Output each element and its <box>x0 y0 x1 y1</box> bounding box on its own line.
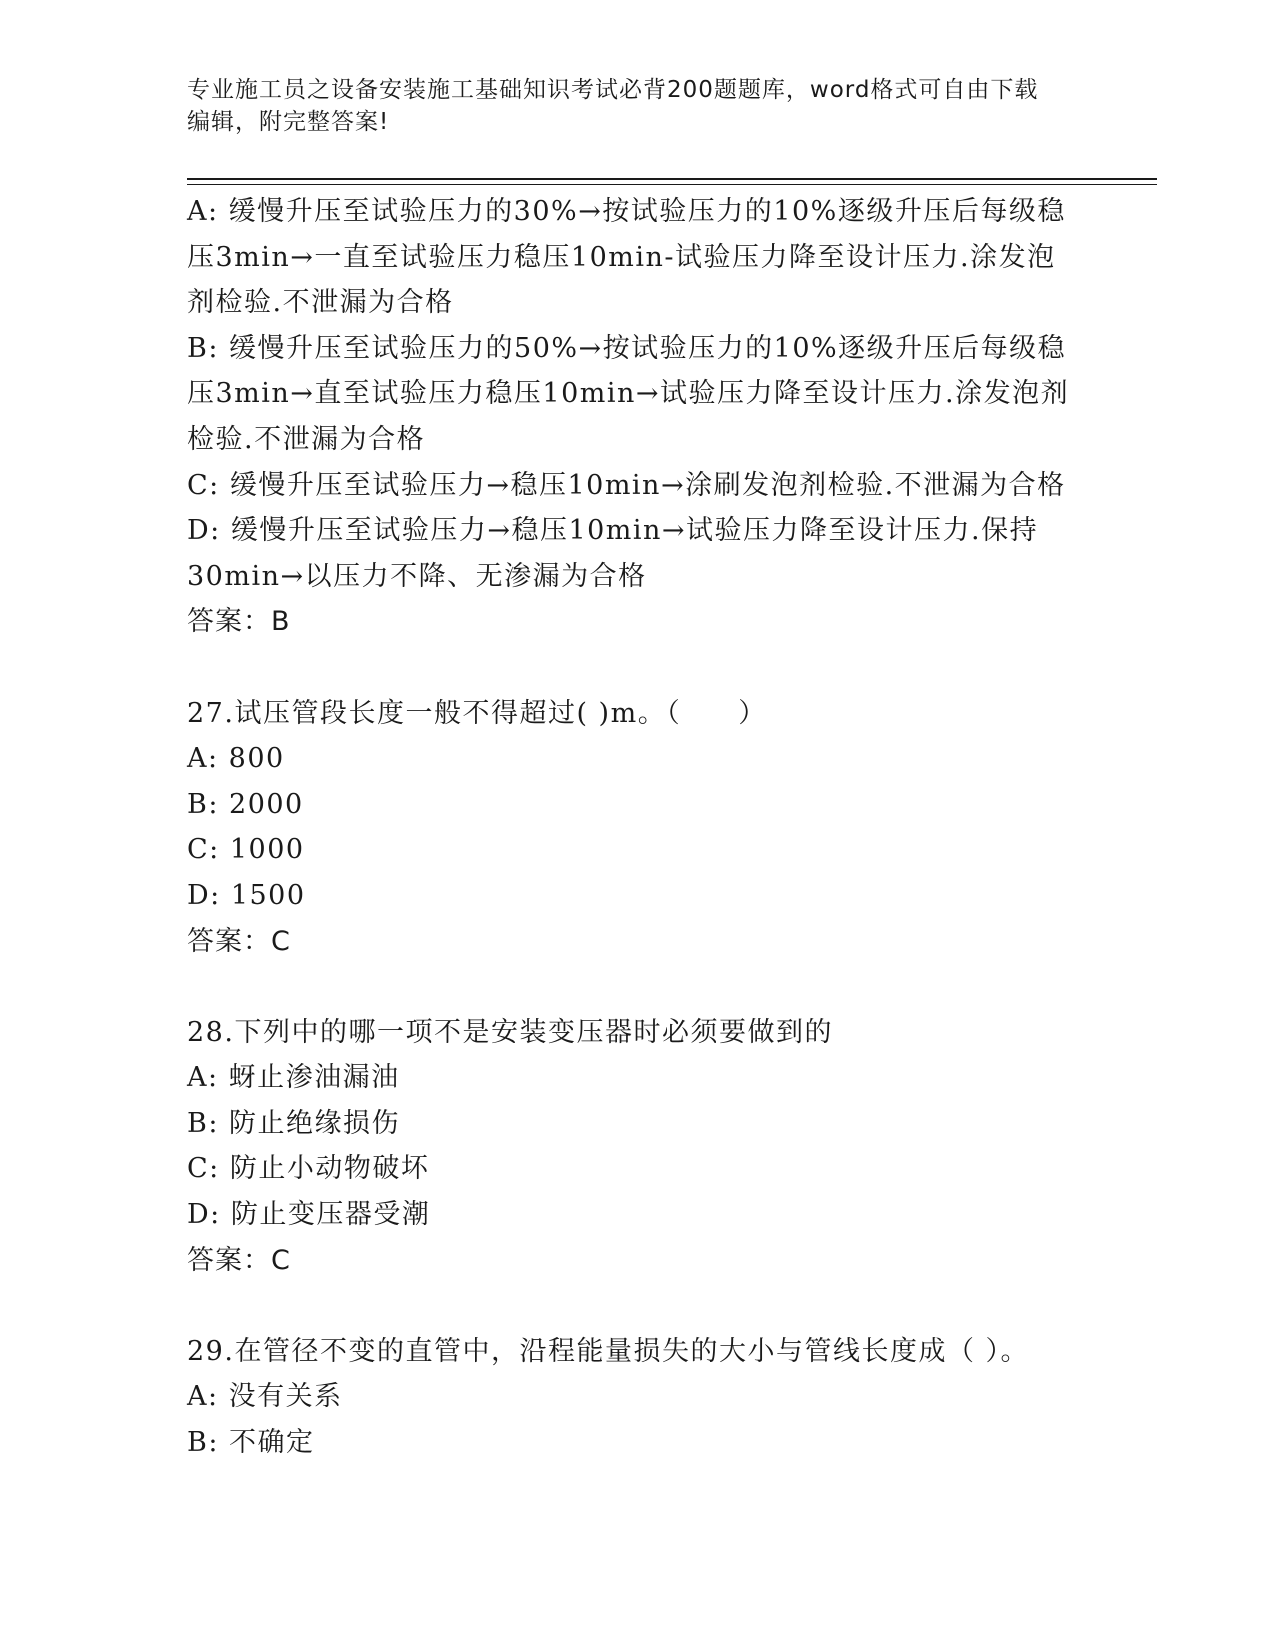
q28-answer: 答案：C <box>187 1244 291 1276</box>
spacer <box>187 1283 1117 1329</box>
q28-option-a: A: 蚜止渗油漏油 <box>187 1062 400 1094</box>
q26-option-b-line2: 压3min→直至试验压力稳压10min→试验压力降至设计压力.涂发泡剂 <box>187 378 1070 410</box>
q29-question: 29.在管径不变的直管中，沿程能量损失的大小与管线长度成（ ）。 <box>187 1335 1030 1367</box>
q26-option-b-line1: B: 缓慢升压至试验压力的50%→按试验压力的10%逐级升压后每级稳 <box>187 332 1067 364</box>
header-title-line2: 编辑，附完整答案! <box>187 109 390 135</box>
q26-option-b-line3: 检验.不泄漏为合格 <box>187 423 426 455</box>
q26-option-c: C: 缓慢升压至试验压力→稳压10min→涂刷发泡剂检验.不泄漏为合格 <box>187 469 1066 501</box>
question-28-block <box>187 1010 1117 1284</box>
q27-question: 27.试压管段长度一般不得超过( )m。（ ） <box>187 697 767 729</box>
question-26-block <box>187 189 1117 645</box>
q28-question: 28.下列中的哪一项不是安装变压器时必须要做到的 <box>187 1016 833 1048</box>
q27-option-a: A: 800 <box>187 743 285 775</box>
question-27-block <box>187 691 1117 965</box>
document-body <box>187 189 1117 1466</box>
q27-option-b: B: 2000 <box>187 788 304 820</box>
q28-option-d: D: 防止变压器受潮 <box>187 1199 431 1231</box>
header-divider-thin <box>187 184 1157 185</box>
q27-answer: 答案：C <box>187 925 291 957</box>
q29-option-a: A: 没有关系 <box>187 1381 343 1413</box>
q28-option-b: B: 防止绝缘损伤 <box>187 1107 401 1139</box>
question-29-block <box>187 1329 1117 1466</box>
header-title-line1: 专业施工员之设备安装施工基础知识考试必背200题题库，word格式可自由下载 <box>187 77 1039 103</box>
q26-option-a-line3: 剂检验.不泄漏为合格 <box>187 287 454 319</box>
spacer <box>187 645 1117 691</box>
q26-option-d-line2: 30min→以压力不降、无渗漏为合格 <box>187 560 647 592</box>
header-divider-thick <box>187 178 1157 180</box>
page-header <box>187 74 1087 138</box>
q29-option-b: B: 不确定 <box>187 1427 315 1459</box>
q27-option-d: D: 1500 <box>187 879 306 911</box>
q26-option-a-line2: 压3min→一直至试验压力稳压10min-试验压力降至设计压力.涂发泡 <box>187 241 1056 273</box>
q26-option-d-line1: D: 缓慢升压至试验压力→稳压10min→试验压力降至设计压力.保持 <box>187 515 1039 547</box>
q28-option-c: C: 防止小动物破坏 <box>187 1153 430 1185</box>
spacer <box>187 964 1117 1010</box>
q26-option-a-line1: A: 缓慢升压至试验压力的30%→按试验压力的10%逐级升压后每级稳 <box>187 196 1066 227</box>
q27-option-c: C: 1000 <box>187 834 305 866</box>
q26-answer: 答案：B <box>187 606 291 638</box>
